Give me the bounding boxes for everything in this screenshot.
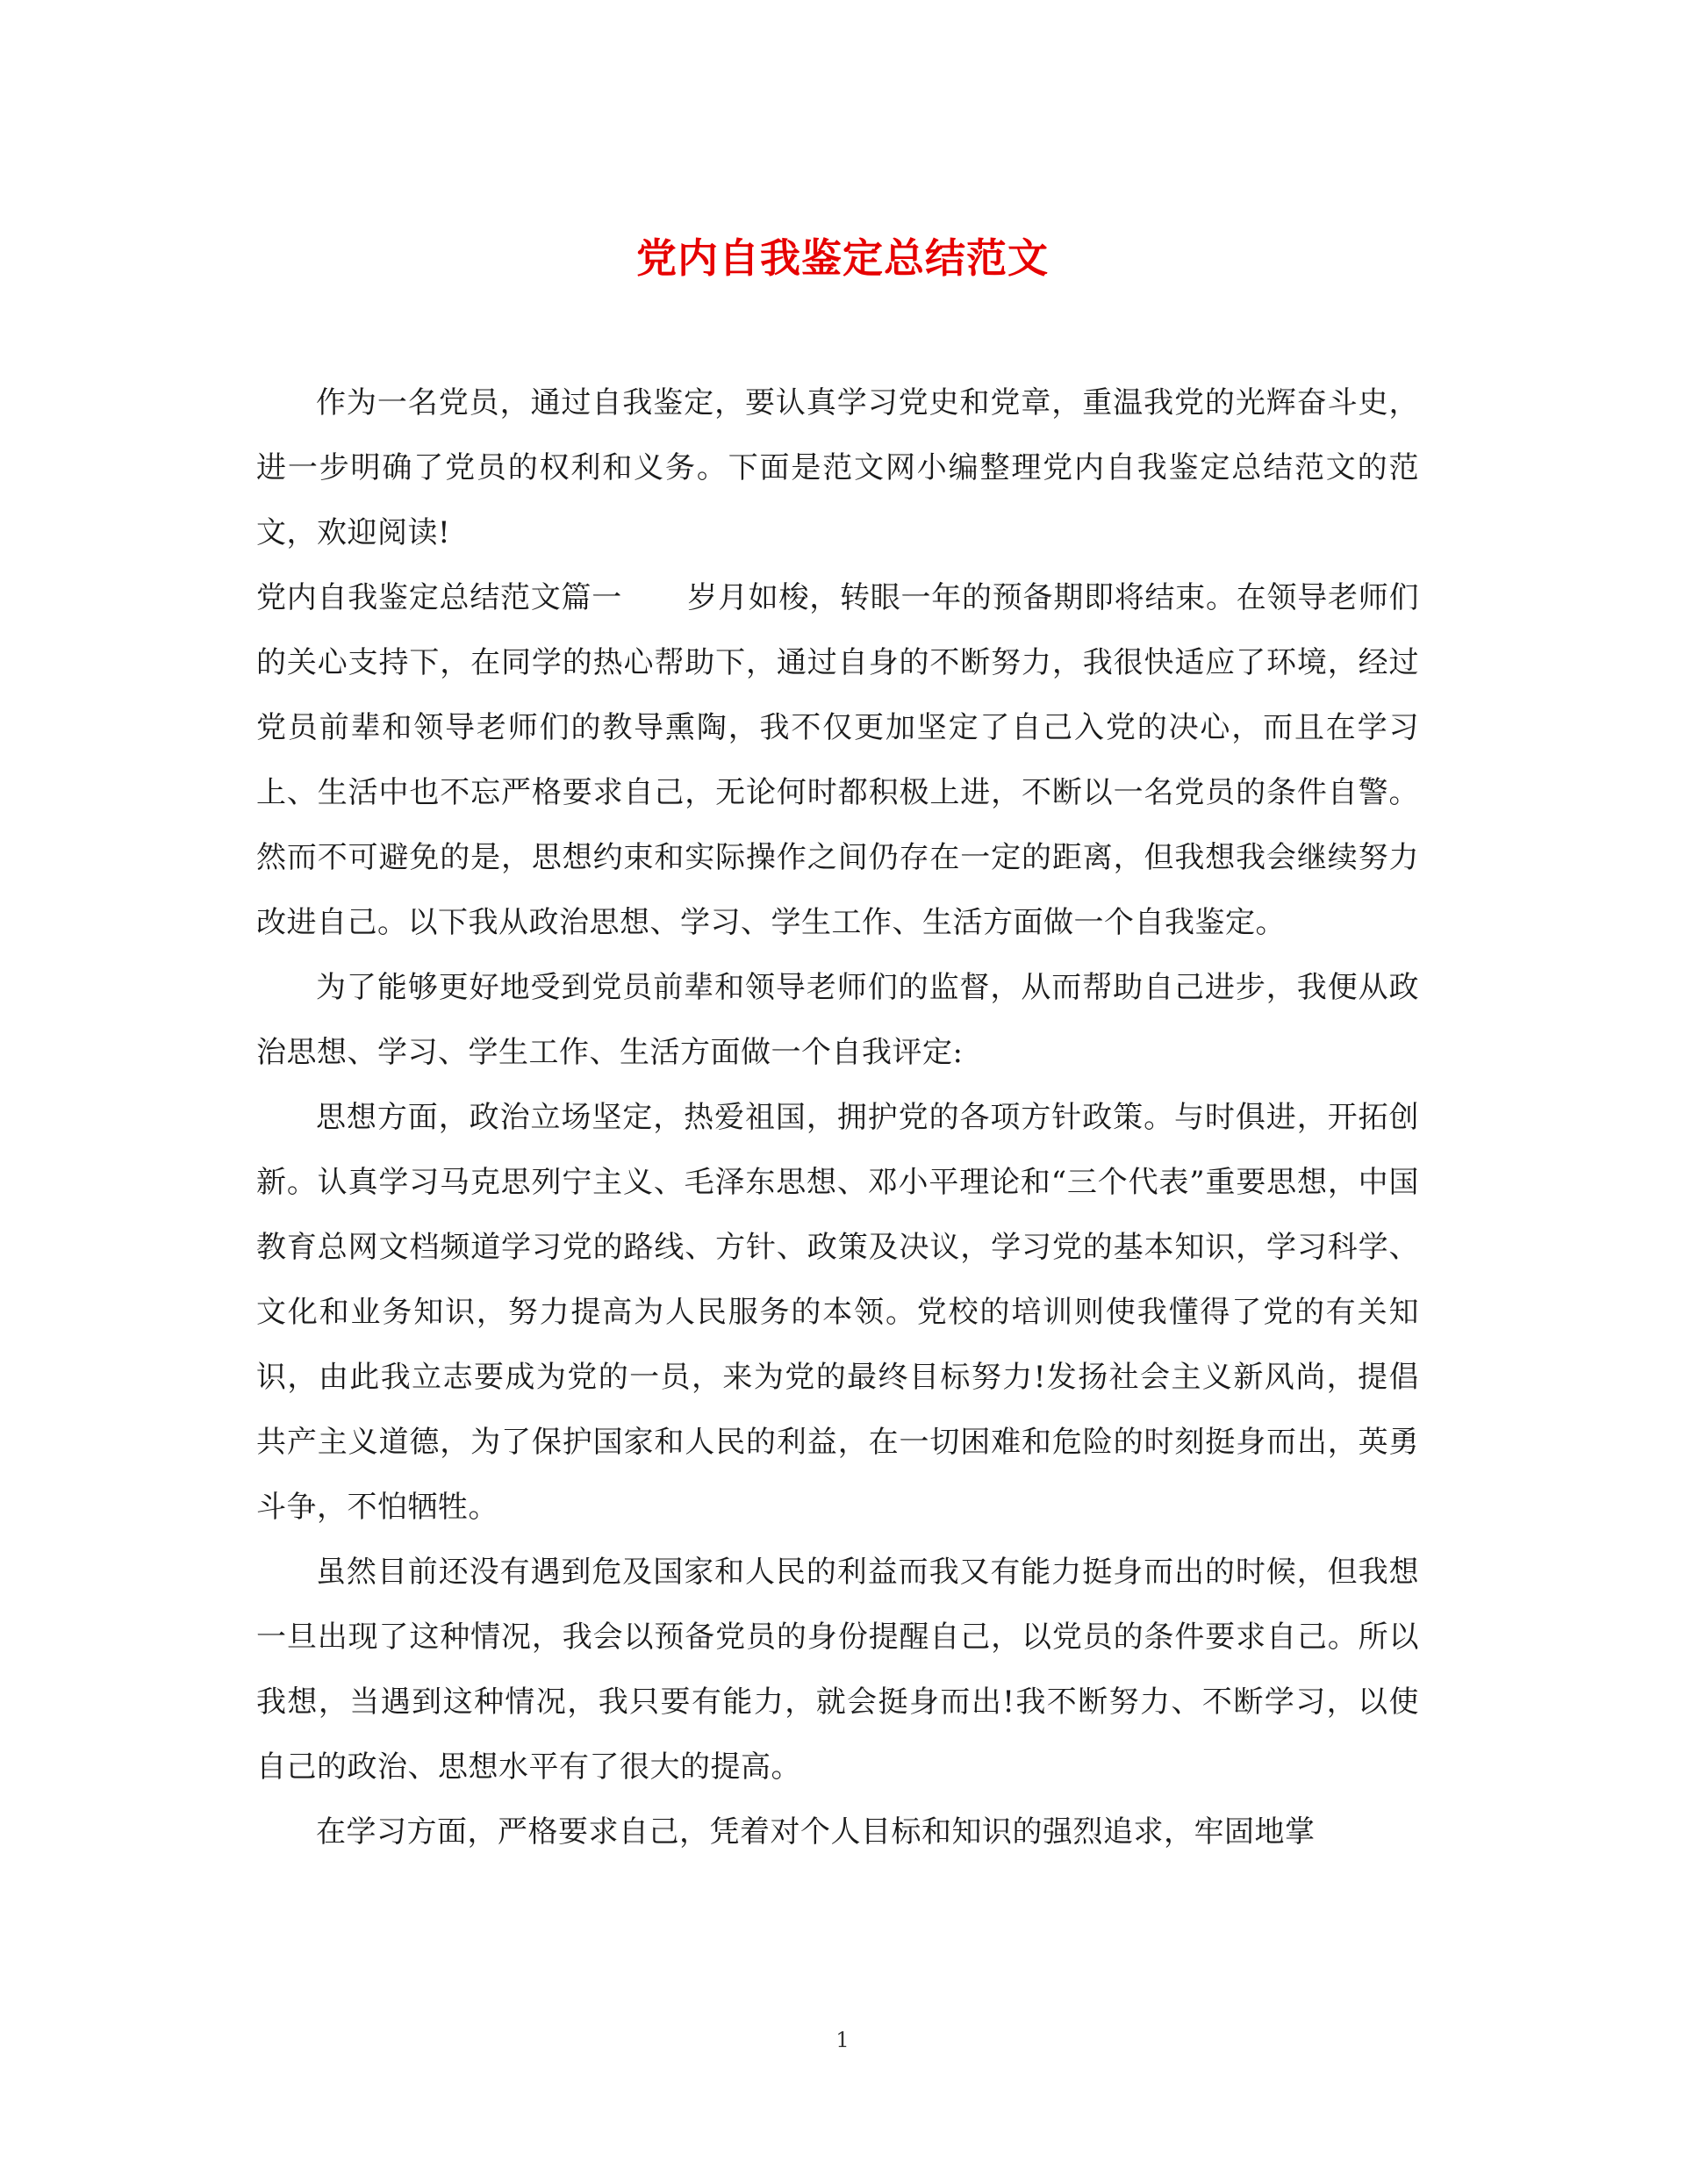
- body-paragraph-supervision: 为了能够更好地受到党员前辈和领导老师们的监督，从而帮助自己进步，我便从政治思想、学习、学生工作、生活方面做一个自我评定:: [256, 970, 1419, 1070]
- document-title: 党内自我鉴定总结范文: [636, 234, 1049, 282]
- intro-paragraph: 作为一名党员，通过自我鉴定，要认真学习党史和党章，重温我党的光辉奋斗史，进一步明确了党员的权利和义务。下面是范文网小编整理党内自我鉴定总结范文的范文，欢迎阅读!: [256, 385, 1419, 550]
- section-one-paragraph: [256, 565, 1419, 955]
- section-one-heading: 党内自我鉴定总结范文篇一: [256, 580, 622, 615]
- document-body: [256, 370, 1419, 1864]
- body-paragraph-commitment: 虽然目前还没有遇到危及国家和人民的利益而我又有能力挺身而出的时候，但我想一旦出现了这种情况，我会以预备党员的身份提醒自己，以党员的条件要求自己。所以我想，当遇到这种情况，我只要有能力，就会挺身而出!我不断努力、不断学习，以使自己的政治、思想水平有了很大的提高。: [256, 1555, 1419, 1785]
- section-one-text: 岁月如梭，转眼一年的预备期即将结束。在领导老师们的关心支持下，在同学的热心帮助下，通过自身的不断努力，我很快适应了环境，经过党员前辈和领导老师们的教导熏陶，我不仅更加坚定了自己入党的决心，而且在学习上、生活中也不忘严格要求自己，无论何时都积极上进，不断以一名党员的条件自警。然而不可避免的是，思想约束和实际操作之间仍存在一定的距离，但我想我会继续努力改进自己。以下我从政治思想、学习、学生工作、生活方面做一个自我鉴定。: [256, 580, 1419, 940]
- body-paragraph-thought: 思想方面，政治立场坚定，热爱祖国，拥护党的各项方针政策。与时俱进，开拓创新。认真学习马克思列宁主义、毛泽东思想、邓小平理论和“三个代表”重要思想，中国教育总网文档频道学习党的路线、方针、政策及决议，学习党的基本知识，学习科学、文化和业务知识，努力提高为人民服务的本领。党校的培训则使我懂得了党的有关知识，由此我立志要成为党的一员，来为党的最终目标努力!发扬社会主义新风尚，提倡共产主义道德，为了保护国家和人民的利益，在一切困难和危险的时刻挺身而出，英勇斗争，不怕牺牲。: [256, 1100, 1419, 1525]
- page-number: 1: [835, 2028, 850, 2052]
- body-paragraph-study: 在学习方面，严格要求自己，凭着对个人目标和知识的强烈追求，牢固地掌: [316, 1814, 1316, 1850]
